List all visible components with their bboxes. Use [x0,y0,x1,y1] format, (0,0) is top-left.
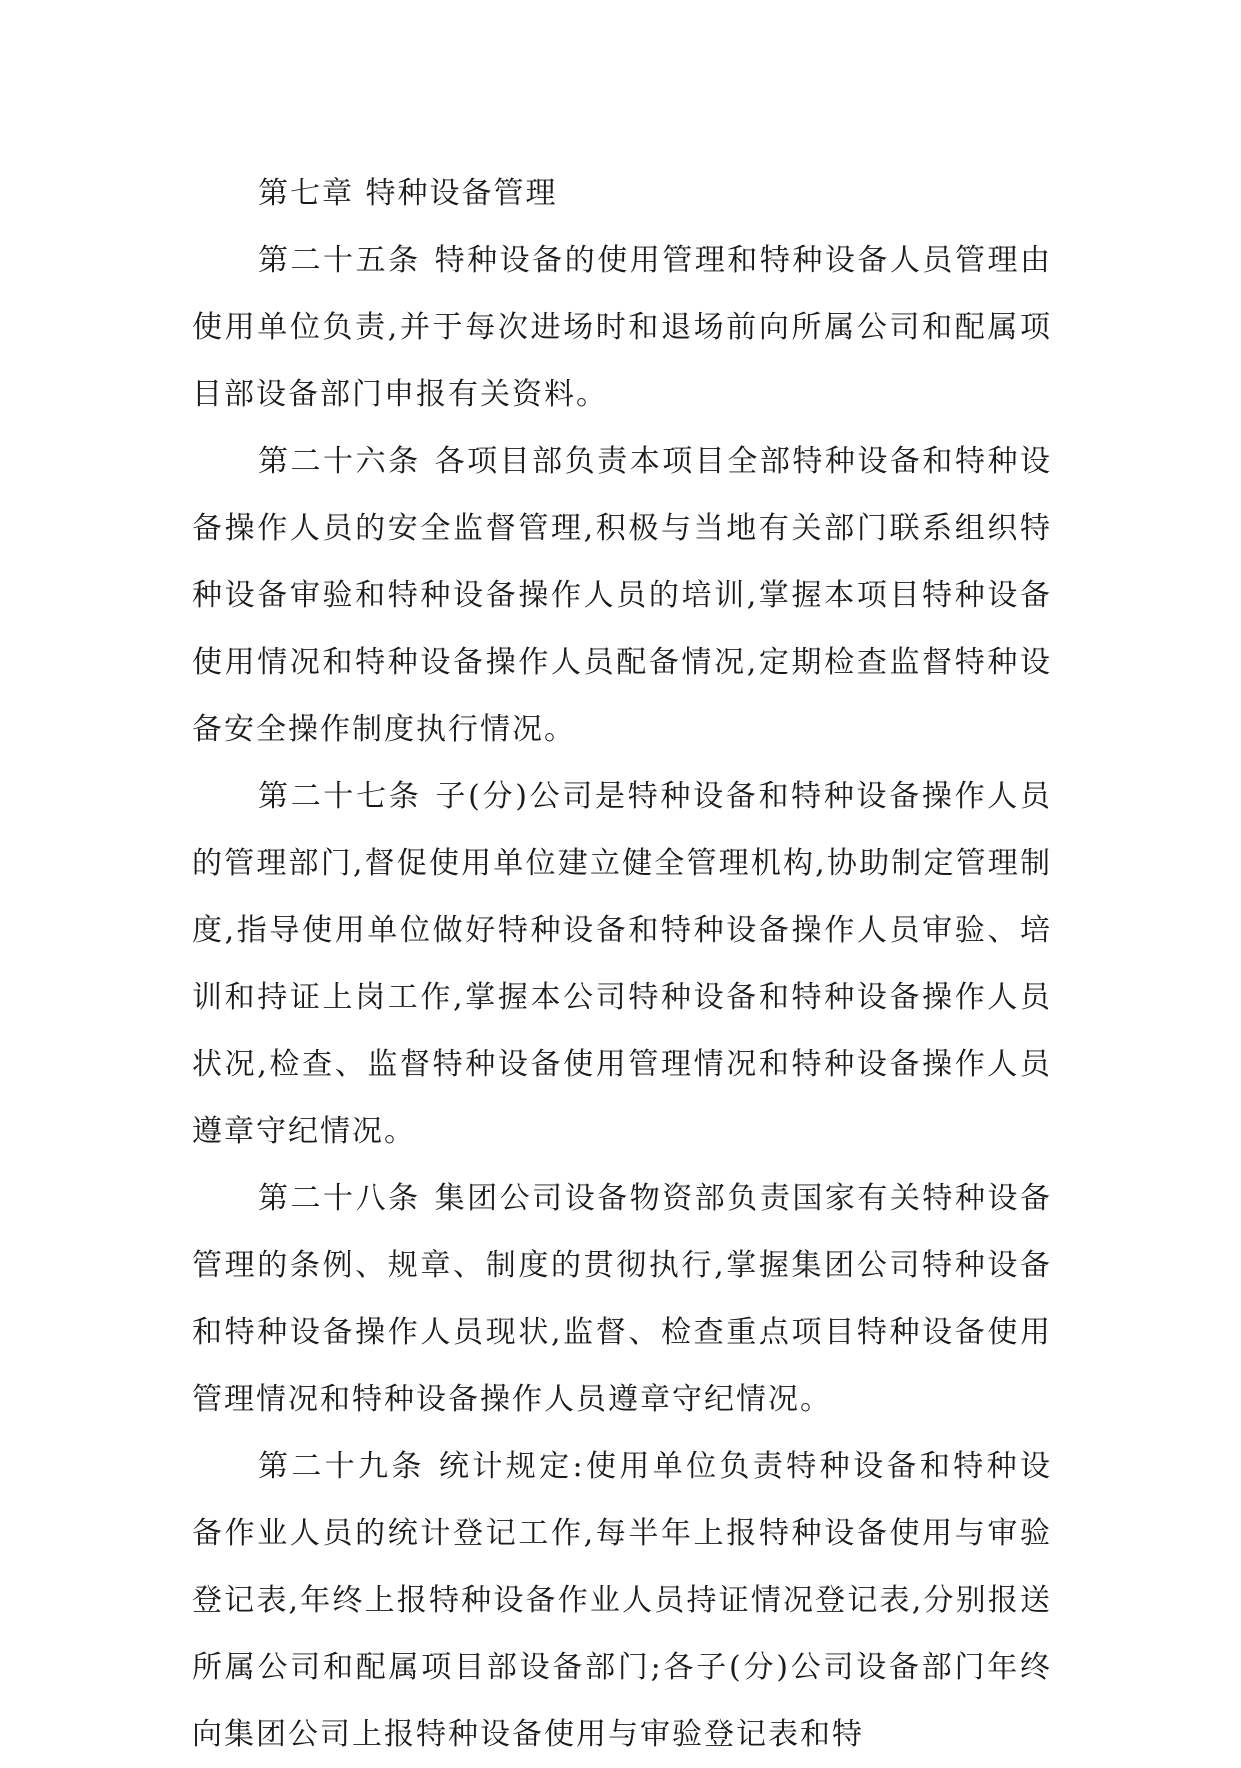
article-28 [192,1165,1052,1433]
article-27 [192,763,1052,1165]
article-number: 第二十七条 [258,779,422,814]
article-number: 第二十六条 [258,444,421,479]
document-page [192,160,1052,1768]
article-number: 第二十五条 [258,243,421,278]
article-text: 特种设备的使用管理和特种设备人员管理由使用单位负责,并于每次进场时和退场前向所属公司和配属项目部设备部门申报有关资料。 [192,243,1053,412]
article-25 [192,227,1052,428]
article-number: 第二十八条 [258,1181,421,1216]
article-text: 集团公司设备物资部负责国家有关特种设备管理的条例、规章、制度的贯彻执行,掌握集团公司特种设备和特种设备操作人员现状,监督、检查重点项目特种设备使用管理情况和特种设备操作人员遵章守纪情况。 [192,1181,1053,1417]
article-text: 各项目部负责本项目全部特种设备和特种设备操作人员的安全监督管理,积极与当地有关部门联系组织特种设备审验和特种设备操作人员的培训,掌握本项目特种设备使用情况和特种设备操作人员配备情况,定期检查监督特种设备安全操作制度执行情况。 [192,444,1053,747]
article-29 [192,1433,1052,1768]
article-text: 子(分)公司是特种设备和特种设备操作人员的管理部门,督促使用单位建立健全管理机构,协助制定管理制度,指导使用单位做好特种设备和特种设备操作人员审验、培训和持证上岗工作,掌握本公司特种设备和特种设备操作人员状况,检查、监督特种设备使用管理情况和特种设备操作人员遵章守纪情况。 [192,779,1053,1149]
article-26 [192,428,1052,763]
chapter-title: 第七章 特种设备管理 [258,176,558,211]
article-text: 统计规定:使用单位负责特种设备和特种设备作业人员的统计登记工作,每半年上报特种设备使用与审验登记表,年终上报特种设备作业人员持证情况登记表,分别报送所属公司和配属项目部设备部门;各子(分)公司设备部门年终向集团公司上报特种设备使用与审验登记表和特 [192,1449,1053,1752]
article-number: 第二十九条 [258,1449,425,1484]
